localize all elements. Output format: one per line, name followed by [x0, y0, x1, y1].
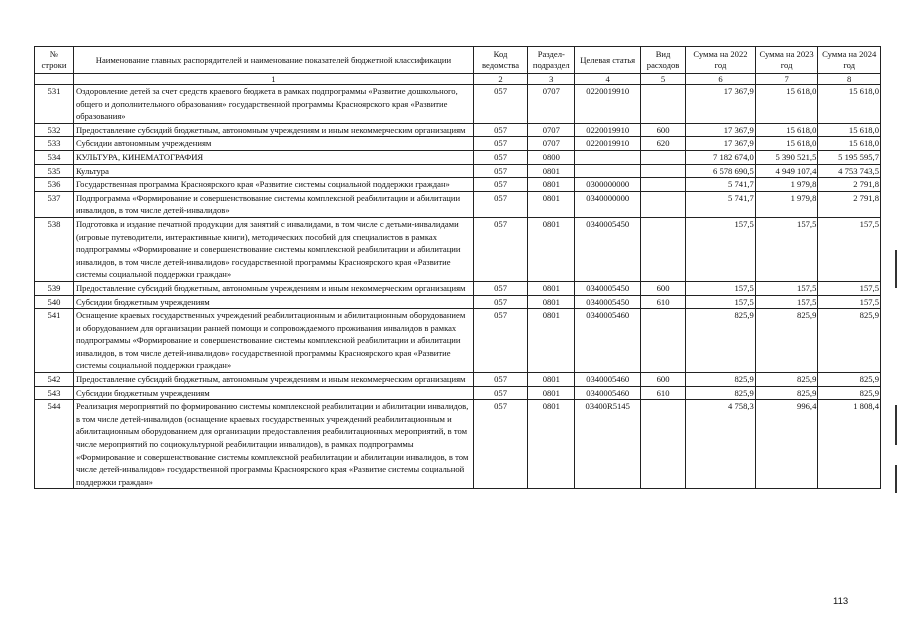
expense-type-code — [641, 400, 686, 489]
section-code: 0801 — [528, 295, 575, 309]
expense-type-code — [641, 309, 686, 373]
target-code: 0340005450 — [575, 217, 641, 281]
section-code: 0801 — [528, 191, 575, 217]
dept-code: 057 — [473, 373, 527, 387]
row-name: Оснащение краевых государственных учреждений реабилитационным и абилитационным оборудованием и оборудованием для организации ранней помощи и сопровождаемого проживания инвалидов в рамках подпрограммы «Формирование и совершенствование системы комплексной реабилитации и абилитации инвалидов, в том числе детей-инвалидов» государственной программы Красноярского края «Развитие системы социальной поддержки граждан» — [73, 309, 473, 373]
sum-2022: 825,9 — [686, 386, 756, 400]
sum-2023: 157,5 — [755, 217, 818, 281]
table-row — [35, 281, 881, 295]
target-code: 0300000000 — [575, 178, 641, 192]
header-row — [35, 47, 881, 74]
scan-edge-mark — [895, 250, 897, 288]
sum-2022: 5 741,7 — [686, 178, 756, 192]
sum-2022: 7 182 674,0 — [686, 150, 756, 164]
sum-2023: 15 618,0 — [755, 137, 818, 151]
section-code: 0801 — [528, 309, 575, 373]
table-row — [35, 123, 881, 137]
table-body — [35, 85, 881, 489]
row-name: Культура — [73, 164, 473, 178]
scan-edge-mark — [895, 465, 897, 493]
dept-code: 057 — [473, 178, 527, 192]
sum-2022: 17 367,9 — [686, 137, 756, 151]
sum-2024: 5 195 595,7 — [818, 150, 881, 164]
section-code: 0801 — [528, 373, 575, 387]
sum-2024: 157,5 — [818, 295, 881, 309]
table-row — [35, 164, 881, 178]
page-number: 113 — [833, 596, 849, 607]
budget-table — [34, 46, 881, 489]
target-code: 0340000000 — [575, 191, 641, 217]
column-index: 3 — [528, 74, 575, 85]
target-code: 0340005460 — [575, 386, 641, 400]
sum-2022: 5 741,7 — [686, 191, 756, 217]
column-index: 1 — [73, 74, 473, 85]
expense-type-code: 600 — [641, 373, 686, 387]
dept-code: 057 — [473, 85, 527, 124]
row-number: 544 — [35, 400, 74, 489]
table-row — [35, 150, 881, 164]
row-number: 540 — [35, 295, 74, 309]
section-code: 0801 — [528, 178, 575, 192]
sum-2024: 157,5 — [818, 281, 881, 295]
table-row — [35, 137, 881, 151]
sum-2024: 2 791,8 — [818, 191, 881, 217]
sum-2022: 4 758,3 — [686, 400, 756, 489]
row-name: КУЛЬТУРА, КИНЕМАТОГРАФИЯ — [73, 150, 473, 164]
target-code: 0220019910 — [575, 123, 641, 137]
sum-2022: 157,5 — [686, 217, 756, 281]
section-code: 0800 — [528, 150, 575, 164]
table-row — [35, 191, 881, 217]
expense-type-code — [641, 150, 686, 164]
dept-code: 057 — [473, 123, 527, 137]
expense-type-code: 600 — [641, 123, 686, 137]
section-code: 0707 — [528, 137, 575, 151]
section-code: 0801 — [528, 217, 575, 281]
dept-code: 057 — [473, 217, 527, 281]
dept-code: 057 — [473, 309, 527, 373]
column-index: 5 — [641, 74, 686, 85]
header-name: Наименование главных распорядителей и наименование показателей бюджетной классификации — [73, 47, 473, 74]
column-index: 6 — [686, 74, 756, 85]
target-code: 0340005450 — [575, 281, 641, 295]
column-index — [35, 74, 74, 85]
table-row — [35, 400, 881, 489]
row-name: Предоставление субсидий бюджетным, автономным учреждениям и иным некоммерческим организациям — [73, 281, 473, 295]
sum-2023: 825,9 — [755, 373, 818, 387]
sum-2023: 1 979,8 — [755, 178, 818, 192]
sum-2024: 825,9 — [818, 373, 881, 387]
sum-2024: 1 808,4 — [818, 400, 881, 489]
table-row — [35, 178, 881, 192]
dept-code: 057 — [473, 386, 527, 400]
sum-2022: 157,5 — [686, 295, 756, 309]
section-code: 0707 — [528, 123, 575, 137]
column-index: 7 — [755, 74, 818, 85]
sum-2024: 825,9 — [818, 309, 881, 373]
scan-edge-mark — [895, 405, 897, 445]
row-name: Оздоровление детей за счет средств краевого бюджета в рамках подпрограммы «Развитие дошкольного, общего и дополнительного образования» государственной программы Красноярского края «Развитие образования» — [73, 85, 473, 124]
target-code: 0340005460 — [575, 373, 641, 387]
sum-2022: 825,9 — [686, 373, 756, 387]
sum-2024: 15 618,0 — [818, 123, 881, 137]
row-number: 542 — [35, 373, 74, 387]
expense-type-code: 610 — [641, 295, 686, 309]
dept-code: 057 — [473, 295, 527, 309]
section-code: 0801 — [528, 281, 575, 295]
sum-2023: 15 618,0 — [755, 123, 818, 137]
row-name: Подпрограмма «Формирование и совершенствование системы комплексной реабилитации и абилитации инвалидов, в том числе детей-инвалидов» — [73, 191, 473, 217]
column-index: 8 — [818, 74, 881, 85]
dept-code: 057 — [473, 164, 527, 178]
row-number: 536 — [35, 178, 74, 192]
sum-2023: 157,5 — [755, 295, 818, 309]
dept-code: 057 — [473, 150, 527, 164]
row-number: 537 — [35, 191, 74, 217]
target-code — [575, 164, 641, 178]
section-code: 0801 — [528, 400, 575, 489]
sum-2022: 6 578 690,5 — [686, 164, 756, 178]
row-number: 538 — [35, 217, 74, 281]
row-name: Государственная программа Красноярского края «Развитие системы социальной поддержки граждан» — [73, 178, 473, 192]
section-code: 0801 — [528, 386, 575, 400]
sum-2022: 825,9 — [686, 309, 756, 373]
sum-2024: 2 791,8 — [818, 178, 881, 192]
dept-code: 057 — [473, 191, 527, 217]
sum-2023: 15 618,0 — [755, 85, 818, 124]
target-code: 0340005450 — [575, 295, 641, 309]
table-row — [35, 295, 881, 309]
sum-2023: 825,9 — [755, 386, 818, 400]
expense-type-code — [641, 191, 686, 217]
header-dept-code: Код ведомства — [473, 47, 527, 74]
row-number: 533 — [35, 137, 74, 151]
sum-2024: 4 753 743,5 — [818, 164, 881, 178]
dept-code: 057 — [473, 400, 527, 489]
row-number: 541 — [35, 309, 74, 373]
expense-type-code — [641, 85, 686, 124]
expense-type-code — [641, 217, 686, 281]
sum-2023: 157,5 — [755, 281, 818, 295]
sum-2023: 1 979,8 — [755, 191, 818, 217]
header-expense-type: Вид расходов — [641, 47, 686, 74]
target-code: 0220019910 — [575, 85, 641, 124]
row-name: Предоставление субсидий бюджетным, автономным учреждениям и иным некоммерческим организациям — [73, 123, 473, 137]
expense-type-code: 610 — [641, 386, 686, 400]
target-code: 0340005460 — [575, 309, 641, 373]
expense-type-code — [641, 164, 686, 178]
expense-type-code: 620 — [641, 137, 686, 151]
sum-2024: 825,9 — [818, 386, 881, 400]
row-number: 539 — [35, 281, 74, 295]
header-target: Целевая статья — [575, 47, 641, 74]
table-row — [35, 373, 881, 387]
sum-2023: 825,9 — [755, 309, 818, 373]
header-sum-2024: Сумма на 2024 год — [818, 47, 881, 74]
row-name: Предоставление субсидий бюджетным, автономным учреждениям и иным некоммерческим организациям — [73, 373, 473, 387]
column-index: 4 — [575, 74, 641, 85]
header-sum-2022: Сумма на 2022 год — [686, 47, 756, 74]
sum-2022: 17 367,9 — [686, 123, 756, 137]
section-code: 0707 — [528, 85, 575, 124]
expense-type-code: 600 — [641, 281, 686, 295]
row-name: Подготовка и издание печатной продукции для занятий с инвалидами, в том числе с детьми-инвалидами (игровые путеводители, интерактивные книги), методических пособий для специалистов в рамках подпрограммы «Формирование и совершенствование системы комплексной реабилитации и абилитации инвалидов, в том числе детей-инвалидов» государственной программы Красноярского края «Развитие системы социальной поддержки граждан» — [73, 217, 473, 281]
row-number: 532 — [35, 123, 74, 137]
target-code: 0220019910 — [575, 137, 641, 151]
row-number: 543 — [35, 386, 74, 400]
sum-2024: 15 618,0 — [818, 137, 881, 151]
column-index-row — [35, 74, 881, 85]
table-row — [35, 309, 881, 373]
table-row — [35, 217, 881, 281]
sum-2022: 157,5 — [686, 281, 756, 295]
sum-2024: 15 618,0 — [818, 85, 881, 124]
expense-type-code — [641, 178, 686, 192]
row-number: 534 — [35, 150, 74, 164]
header-section: Раздел-подраздел — [528, 47, 575, 74]
sum-2022: 17 367,9 — [686, 85, 756, 124]
row-number: 531 — [35, 85, 74, 124]
sum-2023: 4 949 107,4 — [755, 164, 818, 178]
row-name: Субсидии бюджетным учреждениям — [73, 386, 473, 400]
row-name: Субсидии автономным учреждениям — [73, 137, 473, 151]
sum-2023: 5 390 521,5 — [755, 150, 818, 164]
sum-2024: 157,5 — [818, 217, 881, 281]
column-index: 2 — [473, 74, 527, 85]
sum-2023: 996,4 — [755, 400, 818, 489]
row-number: 535 — [35, 164, 74, 178]
table-row — [35, 85, 881, 124]
section-code: 0801 — [528, 164, 575, 178]
header-sum-2023: Сумма на 2023 год — [755, 47, 818, 74]
header-row-no: № строки — [35, 47, 74, 74]
target-code: 03400R5145 — [575, 400, 641, 489]
target-code — [575, 150, 641, 164]
row-name: Реализация мероприятий по формированию системы комплексной реабилитации и абилитации инвалидов, в том числе детей-инвалидов (оснащение краевых государственных учреждений реабилитационным и абилитационным оборудованием для организации предоставления реабилитационных мероприятий, в том числе мероприятий по социокультурной реабилитации инвалидов), в рамках подпрограммы «Формирование и совершенствование системы комплексной реабилитации и абилитации инвалидов, в том числе детей-инвалидов» государственной программы Красноярского края «Развитие системы социальной поддержки граждан» — [73, 400, 473, 489]
table-row — [35, 386, 881, 400]
row-name: Субсидии бюджетным учреждениям — [73, 295, 473, 309]
dept-code: 057 — [473, 281, 527, 295]
dept-code: 057 — [473, 137, 527, 151]
